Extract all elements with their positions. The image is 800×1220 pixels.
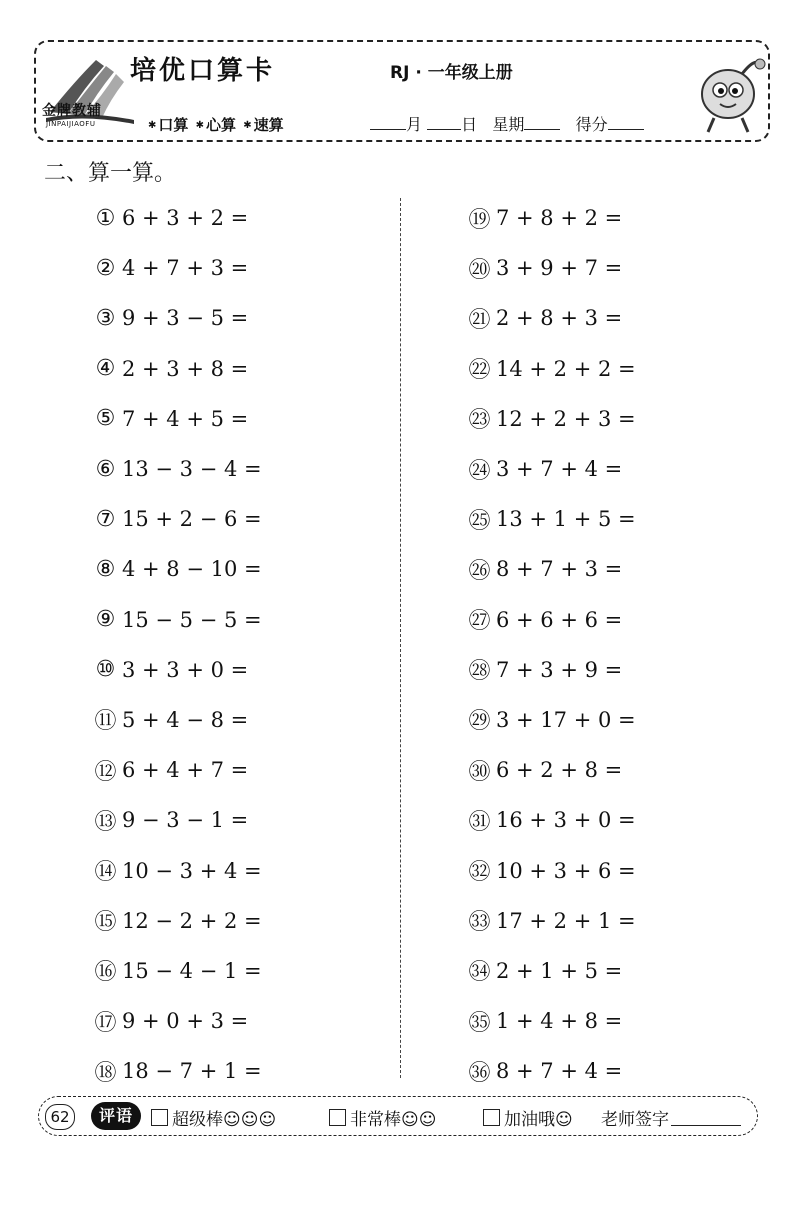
option-label: 超级棒☺☺☺	[172, 1110, 277, 1130]
mode-item: 心算	[206, 116, 237, 134]
problem-expression: 13 + 1 + 5 =	[496, 507, 636, 532]
logo-text: 金牌教辅	[42, 103, 102, 119]
problem-expression: 2 + 1 + 5 =	[496, 958, 623, 983]
day-label: 日	[461, 115, 478, 134]
problem-number: ⑩	[95, 657, 115, 683]
problem-number: ④	[95, 356, 115, 382]
problem-number: ⑨	[95, 607, 115, 633]
problem-item	[92, 293, 262, 343]
problem-number: ㉘	[468, 659, 490, 685]
problem-item	[466, 996, 636, 1046]
problem-item	[92, 845, 262, 895]
problem-item	[466, 494, 636, 544]
problem-item	[92, 243, 262, 293]
problem-item	[92, 896, 262, 946]
problem-expression: 8 + 7 + 3 =	[496, 557, 623, 582]
column-divider	[400, 198, 401, 1078]
checkbox[interactable]	[483, 1109, 500, 1126]
star-icon: ✱	[195, 120, 205, 131]
problem-expression: 3 + 3 + 0 =	[122, 657, 249, 682]
mascot-icon	[690, 46, 766, 138]
problem-expression: 10 + 3 + 6 =	[496, 858, 636, 883]
problem-number: ②	[95, 255, 115, 281]
day-blank[interactable]	[427, 115, 461, 130]
problem-expression: 18 − 7 + 1 =	[122, 1059, 262, 1084]
problem-item	[92, 544, 262, 594]
problem-number: ⑳	[468, 257, 490, 283]
problem-item	[92, 946, 262, 996]
problem-expression: 12 − 2 + 2 =	[122, 908, 262, 933]
mode-item: 速算	[253, 116, 284, 134]
problem-number: ⑧	[95, 556, 115, 582]
problem-item	[466, 444, 636, 494]
problem-expression: 6 + 3 + 2 =	[122, 206, 249, 231]
card-title: 培优口算卡	[130, 56, 276, 86]
problem-expression: 7 + 4 + 5 =	[122, 406, 249, 431]
problem-item	[92, 394, 262, 444]
problem-expression: 7 + 8 + 2 =	[496, 206, 623, 231]
problem-item	[466, 544, 636, 594]
star-icon: ✱	[243, 120, 252, 131]
problem-number: ㉓	[468, 408, 490, 434]
problem-number: ⑱	[94, 1060, 116, 1086]
problem-expression: 2 + 3 + 8 =	[122, 356, 249, 381]
header-card	[34, 40, 770, 142]
option-super[interactable]	[151, 1105, 276, 1130]
section-title: 二、算一算。	[44, 161, 177, 186]
problem-number: ⑰	[94, 1010, 116, 1036]
option-great[interactable]	[329, 1105, 436, 1130]
problem-expression: 3 + 9 + 7 =	[496, 256, 623, 281]
problem-number: ㉞	[468, 960, 490, 986]
problem-item	[466, 695, 636, 745]
problem-number: ㉝	[468, 910, 490, 936]
problem-number: ⑪	[94, 709, 116, 735]
problem-item	[92, 595, 262, 645]
problem-number: ㉑	[468, 307, 490, 333]
problem-expression: 8 + 7 + 4 =	[496, 1059, 623, 1084]
problem-number: ㉒	[468, 358, 490, 384]
problem-expression: 9 + 0 + 3 =	[122, 1009, 249, 1034]
problem-number: ㉕	[468, 508, 490, 534]
problem-item	[92, 444, 262, 494]
problem-item	[92, 193, 262, 243]
problem-item	[466, 394, 636, 444]
problem-number: ㉙	[468, 709, 490, 735]
problem-number: ㉗	[468, 609, 490, 635]
problem-number: ⑦	[95, 506, 115, 532]
problem-item	[466, 896, 636, 946]
mode-item: 口算	[158, 116, 189, 134]
problems-left-column	[92, 193, 262, 1096]
problem-item	[92, 344, 262, 394]
problem-expression: 4 + 7 + 3 =	[122, 256, 249, 281]
problem-item	[466, 344, 636, 394]
problem-item	[92, 1046, 262, 1096]
weekday-blank[interactable]	[524, 115, 560, 130]
problem-item	[466, 595, 636, 645]
problem-item	[466, 243, 636, 293]
problem-item	[466, 193, 636, 243]
problem-expression: 6 + 6 + 6 =	[496, 607, 623, 632]
problem-number: ㊱	[468, 1060, 490, 1086]
problem-number: ㉟	[468, 1010, 490, 1036]
problem-expression: 5 + 4 − 8 =	[122, 707, 249, 732]
problem-expression: 1 + 4 + 8 =	[496, 1009, 623, 1034]
problem-expression: 9 − 3 − 1 =	[122, 808, 249, 833]
problem-expression: 15 + 2 − 6 =	[122, 507, 262, 532]
checkbox[interactable]	[151, 1109, 168, 1126]
problem-item	[466, 845, 636, 895]
problem-expression: 15 − 5 − 5 =	[122, 607, 262, 632]
problem-item	[92, 795, 262, 845]
problem-number: ①	[95, 205, 115, 231]
problem-expression: 3 + 7 + 4 =	[496, 457, 623, 482]
weekday-label: 星期	[492, 115, 525, 134]
grade-label: RJ · 一年级上册	[390, 63, 513, 83]
problem-expression: 15 − 4 − 1 =	[122, 958, 262, 983]
problem-expression: 6 + 2 + 8 =	[496, 758, 623, 783]
problem-number: ⑲	[468, 207, 490, 233]
problem-number: ㉖	[468, 558, 490, 584]
problem-item	[92, 645, 262, 695]
problem-expression: 9 + 3 − 5 =	[122, 306, 249, 331]
problem-item	[92, 695, 262, 745]
checkbox[interactable]	[329, 1109, 346, 1126]
problem-expression: 3 + 17 + 0 =	[496, 707, 636, 732]
problem-expression: 10 − 3 + 4 =	[122, 858, 262, 883]
problem-expression: 17 + 2 + 1 =	[496, 908, 636, 933]
problem-expression: 2 + 8 + 3 =	[496, 306, 623, 331]
problem-item	[92, 996, 262, 1046]
option-label: 加油哦☺	[504, 1110, 573, 1130]
problem-item	[466, 795, 636, 845]
problem-item	[466, 645, 636, 695]
problem-expression: 14 + 2 + 2 =	[496, 356, 636, 381]
signature-line[interactable]	[671, 1109, 741, 1126]
teacher-signature	[601, 1105, 741, 1130]
problem-item	[466, 946, 636, 996]
problem-expression: 12 + 2 + 3 =	[496, 406, 636, 431]
month-blank[interactable]	[370, 115, 406, 130]
date-score-bar	[370, 112, 644, 135]
problem-number: ⑬	[94, 809, 116, 835]
problem-number: ㉜	[468, 860, 490, 886]
comment-badge: 评语	[91, 1102, 141, 1130]
calc-modes	[146, 114, 284, 135]
problem-expression: 4 + 8 − 10 =	[122, 557, 262, 582]
page-number: 62	[45, 1104, 75, 1130]
problem-item	[466, 1046, 636, 1096]
star-icon: ✱	[148, 120, 157, 131]
problem-number: ⑯	[94, 960, 116, 986]
option-keep-going[interactable]	[483, 1105, 573, 1130]
teacher-sign-label: 老师签字	[601, 1110, 669, 1130]
option-label: 非常棒☺☺	[350, 1110, 437, 1130]
problem-number: ⑮	[94, 910, 116, 936]
problem-number: ③	[95, 305, 115, 331]
problem-item	[92, 494, 262, 544]
problem-item	[466, 293, 636, 343]
problem-number: ㉚	[468, 759, 490, 785]
problem-number: ⑫	[94, 759, 116, 785]
score-blank[interactable]	[608, 115, 644, 130]
problem-expression: 7 + 3 + 9 =	[496, 657, 623, 682]
problem-item	[466, 745, 636, 795]
problem-number: ⑥	[95, 456, 115, 482]
problem-expression: 13 − 3 − 4 =	[122, 457, 262, 482]
problem-number: ㉛	[468, 809, 490, 835]
logo-subtext: JINPAIJIAOFU	[46, 120, 96, 128]
problem-expression: 16 + 3 + 0 =	[496, 808, 636, 833]
problem-number: ⑤	[95, 406, 115, 432]
problem-expression: 6 + 4 + 7 =	[122, 758, 249, 783]
problem-number: ⑭	[94, 860, 116, 886]
problem-item	[92, 745, 262, 795]
problems-right-column	[466, 193, 636, 1096]
problem-number: ㉔	[468, 458, 490, 484]
comment-bar	[38, 1096, 758, 1136]
month-label: 月	[406, 115, 423, 134]
score-label: 得分	[575, 115, 608, 134]
